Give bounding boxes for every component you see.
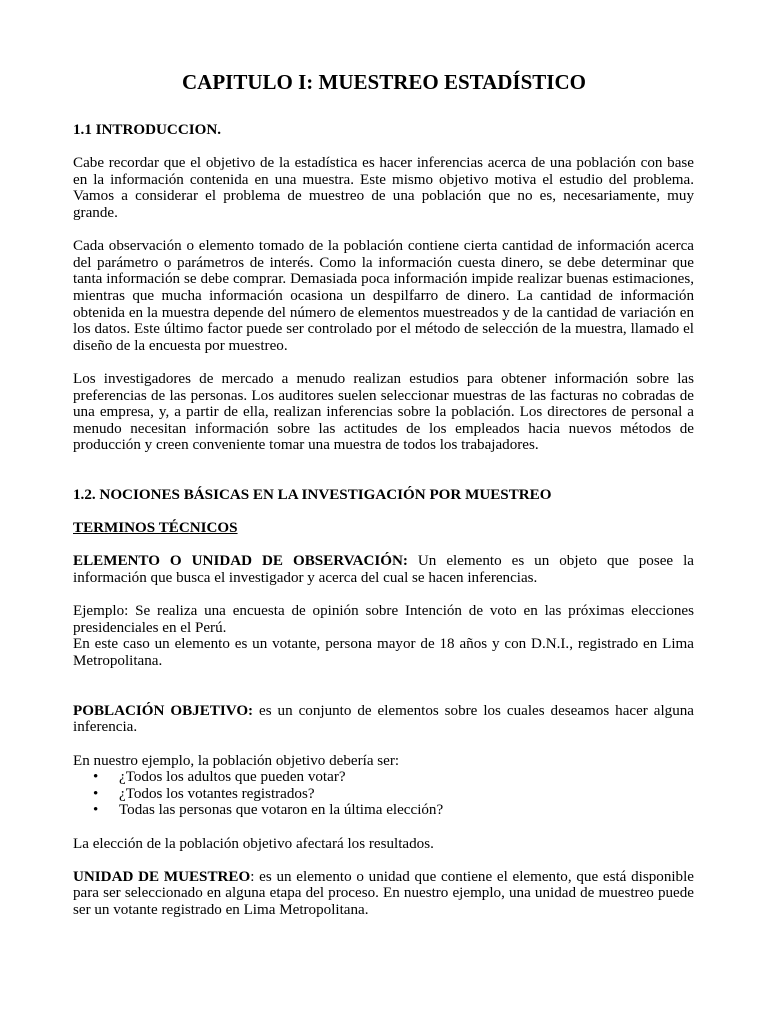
definition-poblacion-text: es un conjunto de elementos sobre los cuales deseamos hacer alguna inferencia. <box>73 702 694 736</box>
term-elemento: ELEMENTO O UNIDAD DE OBSERVACIÓN: <box>73 553 408 570</box>
paragraph-intro-3: Los investigadores de mercado a menudo realizan estudios para obtener información sobre las preferencias de las personas. Los auditores suelen seleccionar muestras de las facturas no cobradas de una empresa, y, a partir de ella, realizan inferencias sobre la población. Los directores de personal a menudo necesitan información sobre las actitudes de los empleados hacia nuevos métodos de producción y creen conveniente tomar una muestra de todos los trabajadores. <box>73 370 694 454</box>
term-poblacion: POBLACIÓN OBJETIVO: <box>73 702 254 719</box>
list-item: • ¿Todos los adultos que pueden votar? <box>73 769 694 786</box>
term-unidad: UNIDAD DE MUESTREO <box>73 868 251 885</box>
definition-poblacion <box>73 703 694 736</box>
section-heading-nociones: 1.2. NOCIONES BÁSICAS EN LA INVESTIGACIÓN POR MUESTREO <box>73 487 552 504</box>
example-intro: En nuestro ejemplo, la población objetivo debería ser: <box>73 752 400 769</box>
chapter-title: CAPITULO I: MUESTREO ESTADÍSTICO <box>182 70 586 94</box>
definition-unidad <box>73 869 694 919</box>
example-line-2: En este caso un elemento es un votante, persona mayor de 18 años y con D.N.I., registrado en Lima Metropolitana. <box>73 636 694 669</box>
example-line-1: Ejemplo: Se realiza una encuesta de opinión sobre Intención de voto en las próximas elecciones presidenciales en el Perú. <box>73 603 694 636</box>
paragraph-intro-1: Cabe recordar que el objetivo de la estadística es hacer inferencias acerca de una población con base en la información contenida en una muestra. Este mismo objetivo motiva el estudio del problema. Vamos a considerar el problema de muestreo de una población que no es, necesariamente, muy grande. <box>73 155 694 221</box>
paragraph-intro-2: Cada observación o elemento tomado de la población contiene cierta cantidad de información acerca del parámetro o parámetros de interés. Como la información cuesta dinero, se debe determinar que tanta información se debe comprar. Demasiada poca información impide realizar buenas estimaciones, mientras que mucha información ocasiona un despilfarro de dinero. La cantidad de información obtenida en la muestra depende del número de elementos muestreados y de la cantidad de variación en los datos. Este último factor puede ser controlado por el método de selección de la muestra, llamado el diseño de la encuesta por muestreo. <box>73 238 694 354</box>
definition-elemento-text: Un elemento es un objeto que posee la información que busca el investigador y acerca del cual se hacen inferencias. <box>73 553 694 587</box>
bullet-list <box>73 769 694 819</box>
document-body <box>73 122 694 919</box>
list-item: • ¿Todos los votantes registrados? <box>73 786 694 803</box>
paragraph-eleccion: La elección de la población objetivo afectará los resultados. <box>73 835 434 852</box>
definition-unidad-text: : es un elemento o unidad que contiene el elemento, que está disponible para ser seleccionado en alguna etapa del proceso. En nuestro ejemplo, una unidad de muestreo puede ser un votante registrado en Lima Metropolitana. <box>73 868 694 918</box>
list-item: • Todas las personas que votaron en la última elección? <box>73 802 694 819</box>
definition-elemento <box>73 553 694 586</box>
section-heading-introduccion: 1.1 INTRODUCCION. <box>73 122 222 138</box>
subheading-terminos: TERMINOS TÉCNICOS <box>73 520 238 537</box>
